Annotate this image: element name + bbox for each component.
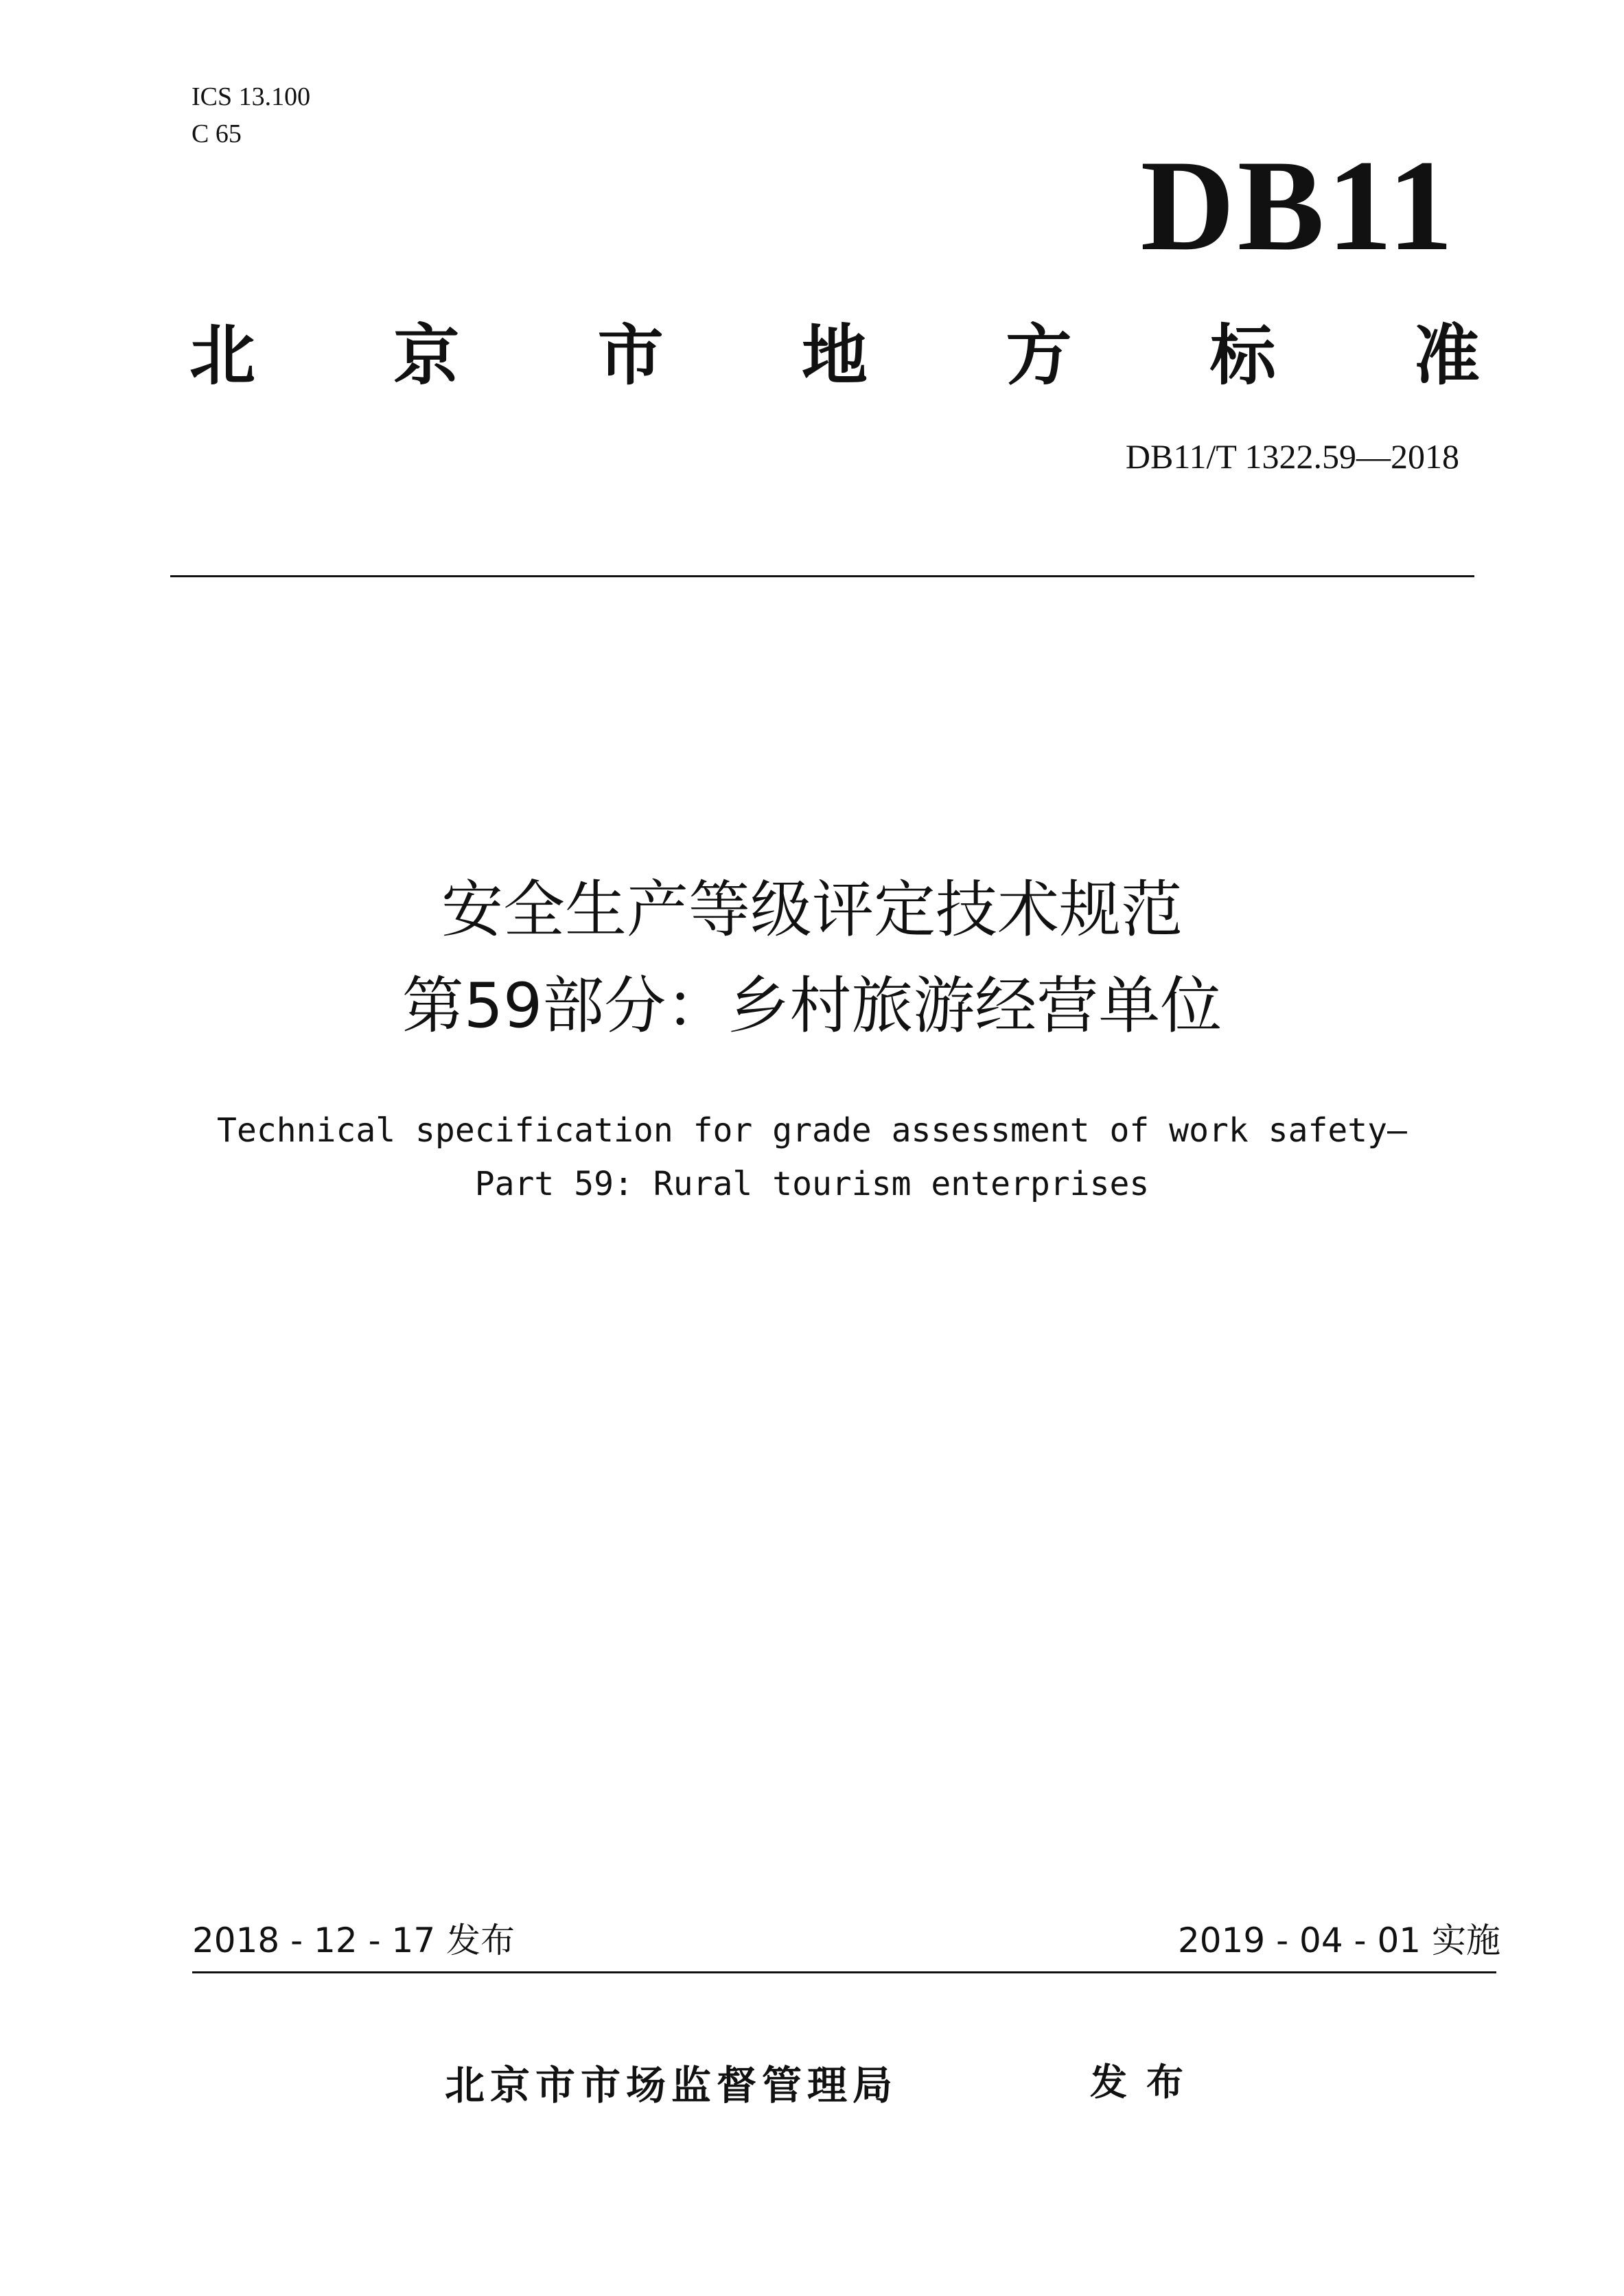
ccs-code: C 65: [192, 119, 242, 148]
standard-type-char: 地: [801, 317, 868, 394]
standard-logo: DB11: [1140, 134, 1456, 278]
title-english-line-2: Part 59: Rural tourism enterprises: [474, 1165, 1150, 1203]
title-chinese-line-2: 第59部分：乡村旅游经营单位: [402, 970, 1222, 1042]
standard-type-char: 方: [1006, 317, 1072, 394]
issue-date: 2018 - 12 - 17 发布: [192, 1921, 515, 1960]
standard-number: DB11/T 1322.59—2018: [1125, 437, 1459, 476]
standard-type-heading: [189, 314, 1480, 397]
standard-type-char: 京: [393, 317, 460, 394]
title-english-line-1: Technical specification for grade assessment of work safety—: [217, 1111, 1407, 1150]
ics-code: ICS 13.100: [192, 82, 311, 111]
implementation-date: 2019 - 04 - 01 实施: [1177, 1921, 1500, 1960]
standard-type-char: 标: [1209, 317, 1276, 394]
footer-divider: [192, 1971, 1496, 1973]
standard-type-char: 市: [597, 317, 664, 394]
standard-type-char: 准: [1413, 317, 1480, 394]
standard-type-char: 北: [189, 317, 255, 394]
publish-label: 发布: [1090, 2061, 1203, 2104]
title-chinese-line-1: 安全生产等级评定技术规范: [441, 874, 1183, 946]
header-divider: [170, 575, 1474, 577]
publisher-name: 北京市市场监督管理局: [445, 2062, 898, 2109]
